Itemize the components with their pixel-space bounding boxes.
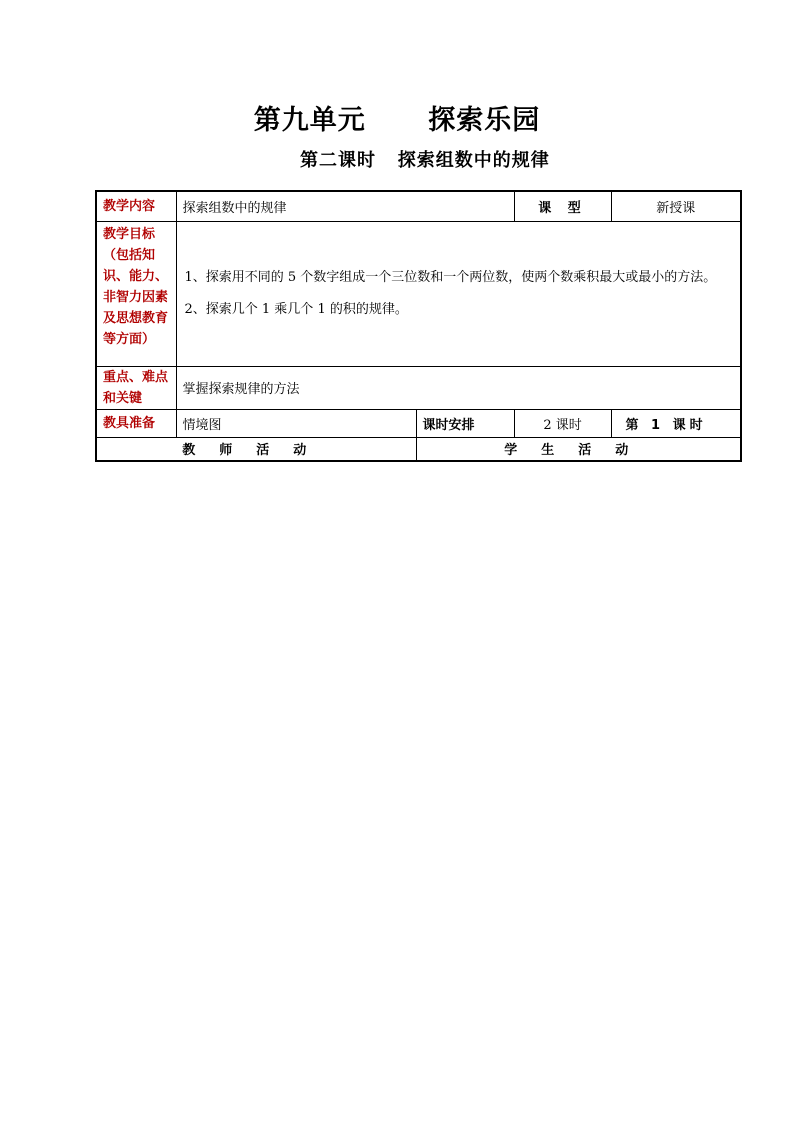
goal-item-1: 1、探索用不同的 5 个数字组成一个三位数和一个两位数，使两个数乘积最大或最小的方法。 xyxy=(184,269,717,285)
materials-value: 情境图 xyxy=(176,409,416,437)
goals-label: 教学目标（包括知识、能力、非智力因素及思想教育等方面） xyxy=(96,221,176,366)
row-content xyxy=(96,191,741,221)
teacher-activity-header: 教师活动 xyxy=(96,437,416,461)
type-value: 新授课 xyxy=(611,191,741,221)
schedule-label: 课时安排 xyxy=(416,409,514,437)
row-focus xyxy=(96,366,741,409)
goals-content xyxy=(176,221,741,366)
row-materials xyxy=(96,409,741,437)
lesson-subtitle: 第二课时 探索组数中的规律 xyxy=(300,150,550,171)
student-activity-header: 学生活动 xyxy=(416,437,741,461)
row-goals xyxy=(96,221,741,366)
content-value: 探索组数中的规律 xyxy=(176,191,514,221)
focus-label: 重点、难点和关键 xyxy=(96,366,176,409)
goal-item-2: 2、探索几个 1 乘几个 1 的积的规律。 xyxy=(184,301,408,317)
row-activities xyxy=(96,437,741,461)
focus-value: 掌握探索规律的方法 xyxy=(176,366,741,409)
type-label: 课 型 xyxy=(514,191,611,221)
materials-label: 教具准备 xyxy=(96,409,176,437)
unit-title: 第九单元 探索乐园 xyxy=(253,105,541,136)
lesson-number: 第 1 课时 xyxy=(611,409,741,437)
lesson-plan-table xyxy=(95,190,742,462)
content-label: 教学内容 xyxy=(96,191,176,221)
schedule-value: 2 课时 xyxy=(514,409,611,437)
